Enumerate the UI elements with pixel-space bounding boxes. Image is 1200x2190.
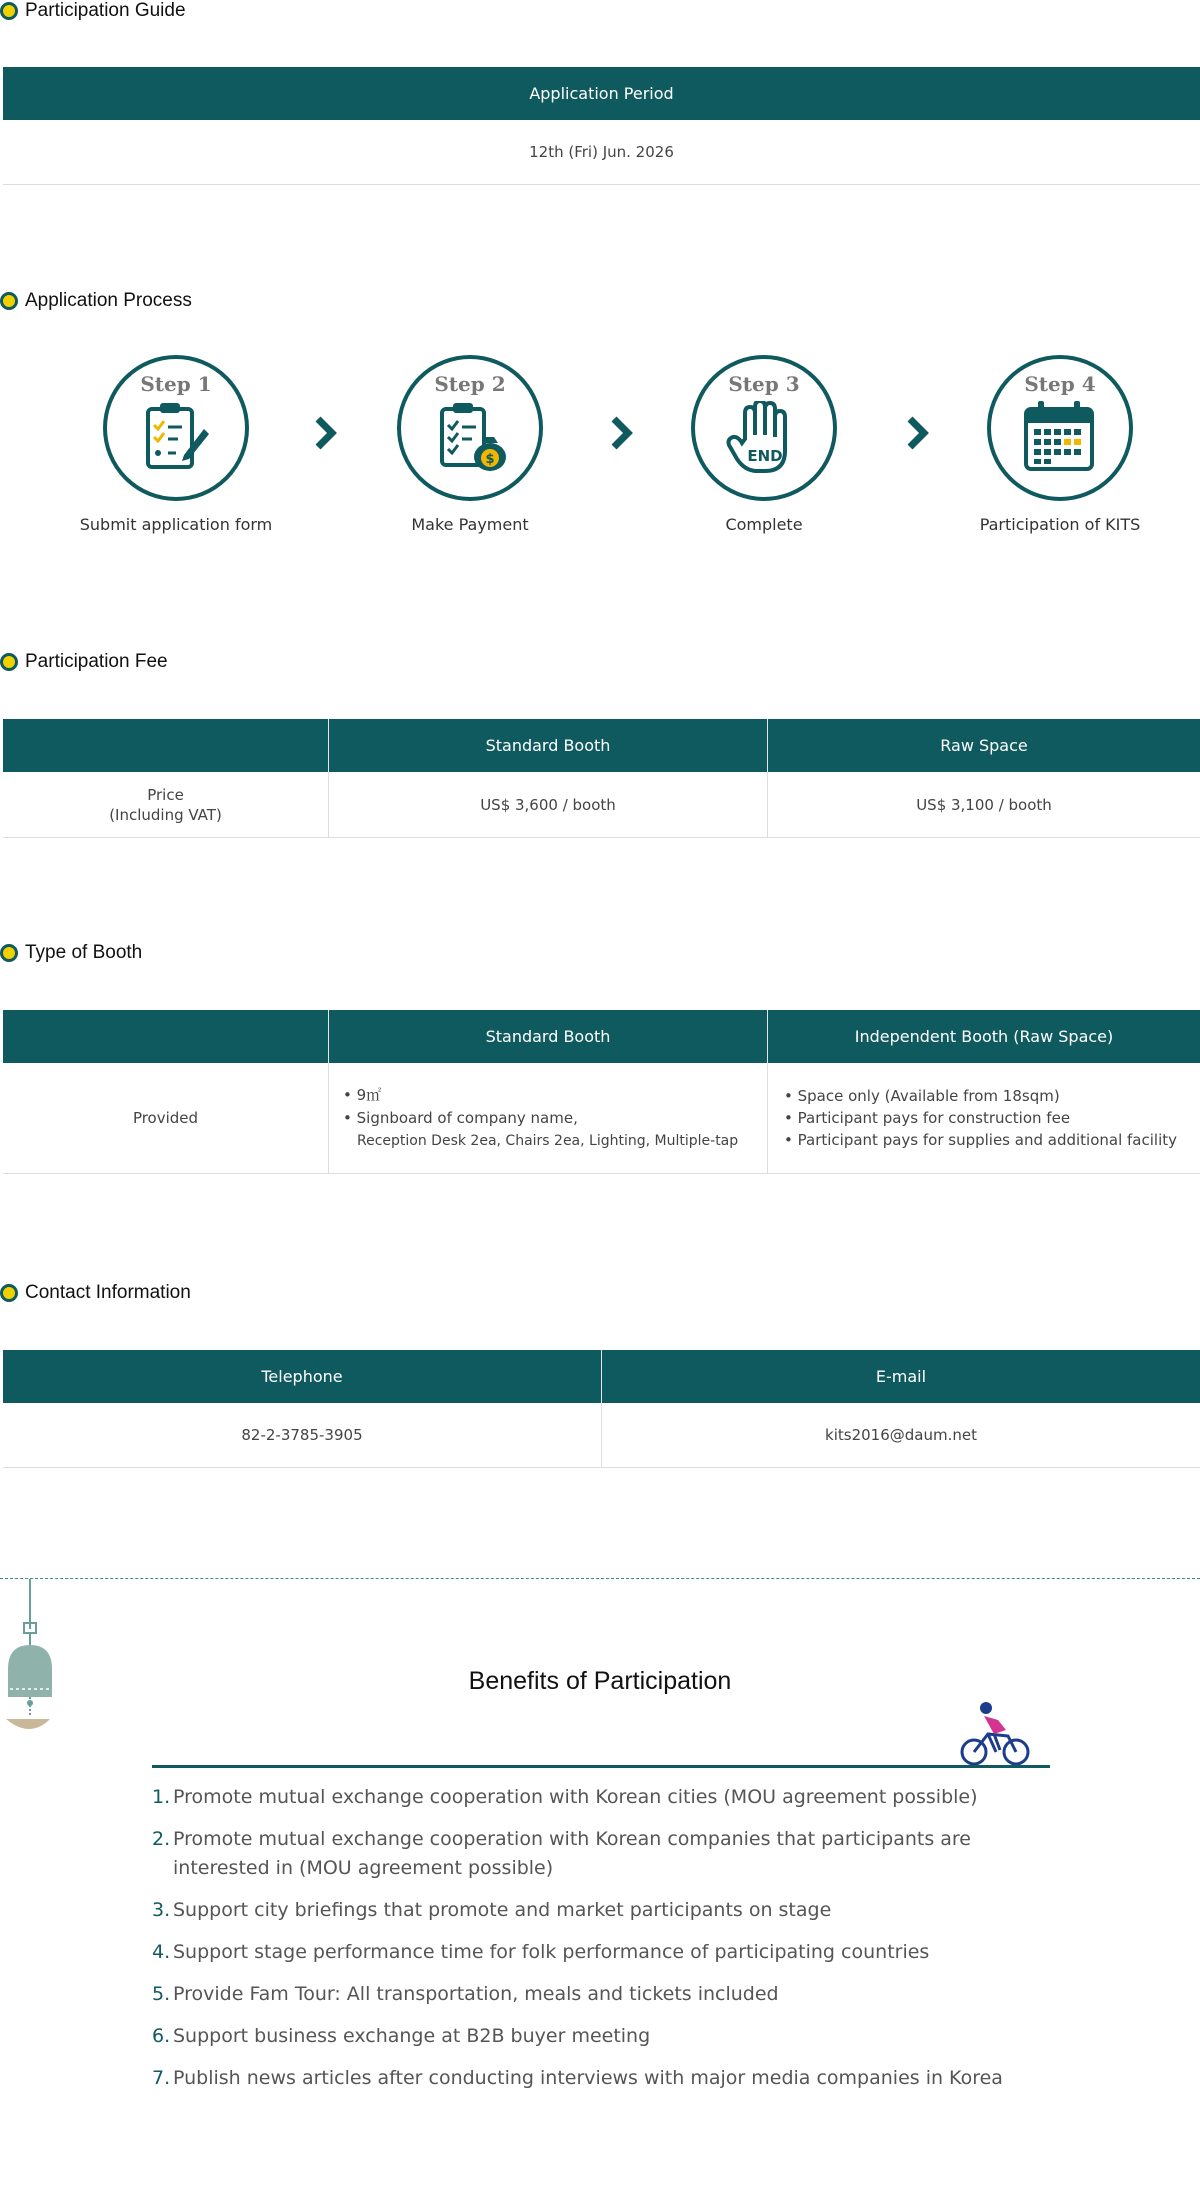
bell-ornament-icon bbox=[4, 1579, 54, 1739]
step-caption: Participation of KITS bbox=[979, 515, 1141, 534]
contact-email[interactable]: kits2016@daum.net bbox=[602, 1403, 1200, 1468]
booth-header-blank bbox=[3, 1010, 329, 1063]
booth-raw-item: • Participant pays for construction fee bbox=[784, 1109, 1071, 1127]
fee-table bbox=[3, 719, 1200, 838]
fee-row-label-line1: Price bbox=[147, 785, 184, 804]
contact-telephone[interactable]: 82-2-3785-3905 bbox=[3, 1403, 602, 1468]
period-header: Application Period bbox=[3, 67, 1200, 120]
end-text: END bbox=[747, 447, 783, 465]
booth-raw-provided bbox=[768, 1063, 1200, 1174]
section-title-text: Application Process bbox=[25, 290, 192, 311]
step-label: Step 1 bbox=[140, 372, 212, 396]
benefit-text: Support business exchange at B2B buyer meeting bbox=[173, 2025, 651, 2047]
contact-header-telephone: Telephone bbox=[3, 1350, 602, 1403]
benefit-number: 5. bbox=[152, 1983, 171, 2005]
section-title-text: Participation Fee bbox=[25, 651, 168, 672]
fee-row-label bbox=[3, 772, 329, 838]
fee-header-blank bbox=[3, 719, 329, 772]
benefit-number: 6. bbox=[152, 2025, 171, 2047]
section-title-text: Participation Guide bbox=[25, 0, 186, 21]
chevron-right-icon bbox=[906, 415, 930, 451]
process-steps bbox=[0, 355, 1200, 555]
step-label: Step 2 bbox=[434, 372, 506, 396]
benefit-number: 1. bbox=[152, 1786, 171, 1808]
step-label: Step 3 bbox=[728, 372, 800, 396]
step-3 bbox=[654, 355, 874, 534]
fee-standard-price: US$ 3,600 / booth bbox=[329, 772, 768, 838]
benefit-text: Promote mutual exchange cooperation with Korean companies that participants are interested in (MOU agreement possible) bbox=[173, 1828, 971, 1879]
benefit-text: Provide Fam Tour: All transportation, meals and tickets included bbox=[173, 1983, 779, 2005]
step-4 bbox=[950, 355, 1170, 534]
benefit-text: Promote mutual exchange cooperation with Korean cities (MOU agreement possible) bbox=[173, 1786, 978, 1808]
booth-table bbox=[3, 1010, 1200, 1174]
step-circle bbox=[103, 355, 249, 501]
cyclist-icon bbox=[960, 1700, 1032, 1768]
clipboard-money-icon bbox=[438, 401, 508, 473]
step-caption: Submit application form bbox=[79, 515, 273, 534]
step-caption: Complete bbox=[725, 515, 803, 534]
chevron-right-icon bbox=[314, 415, 338, 451]
benefits-title: Benefits of Participation bbox=[468, 1667, 732, 1695]
booth-raw-item: • Participant pays for supplies and additional facility bbox=[784, 1131, 1177, 1149]
section-title-guide bbox=[0, 0, 186, 22]
benefit-number: 7. bbox=[152, 2067, 171, 2089]
fee-row-label-line2: (Including VAT) bbox=[109, 805, 222, 824]
step-circle bbox=[987, 355, 1133, 501]
booth-raw-item: • Space only (Available from 18sqm) bbox=[784, 1087, 1060, 1105]
booth-standard-provided bbox=[329, 1063, 768, 1174]
booth-standard-item: • 9㎡ bbox=[343, 1085, 382, 1104]
benefit-item bbox=[152, 1783, 1052, 1812]
benefit-item bbox=[152, 2064, 1052, 2093]
benefit-number: 4. bbox=[152, 1941, 171, 1963]
booth-standard-sub: Reception Desk 2ea, Chairs 2ea, Lighting, Multiple-tap bbox=[357, 1132, 739, 1149]
step-circle bbox=[691, 355, 837, 501]
section-title-contact bbox=[0, 1282, 191, 1304]
benefit-text: Publish news articles after conducting interviews with major media companies in Korea bbox=[173, 2067, 1003, 2089]
step-circle bbox=[397, 355, 543, 501]
booth-standard-item: • Signboard of company name, bbox=[343, 1108, 578, 1127]
clipboard-pen-icon bbox=[144, 401, 210, 471]
benefit-item bbox=[152, 1825, 1052, 1883]
section-bullet-icon bbox=[0, 292, 18, 310]
svg-text:$: $ bbox=[485, 452, 495, 467]
calendar-icon bbox=[1024, 401, 1094, 471]
section-title-process bbox=[0, 290, 192, 312]
section-bullet-icon bbox=[0, 653, 18, 671]
section-title-booth bbox=[0, 942, 142, 964]
benefit-number: 3. bbox=[152, 1899, 171, 1921]
fee-header-raw: Raw Space bbox=[768, 719, 1200, 772]
benefit-item bbox=[152, 1980, 1052, 2009]
step-2 bbox=[360, 355, 580, 534]
section-title-fee bbox=[0, 651, 168, 673]
contact-header-email: E-mail bbox=[602, 1350, 1200, 1403]
application-period-table bbox=[3, 67, 1200, 185]
section-bullet-icon bbox=[0, 944, 18, 962]
dashed-divider bbox=[0, 1578, 1200, 1579]
benefit-item bbox=[152, 1896, 1052, 1925]
section-title-text: Contact Information bbox=[25, 1282, 191, 1303]
section-title-text: Type of Booth bbox=[25, 942, 143, 963]
step-label: Step 4 bbox=[1024, 372, 1096, 396]
benefits-underline bbox=[152, 1765, 1050, 1768]
benefits-list bbox=[152, 1783, 1052, 2106]
contact-table bbox=[3, 1350, 1200, 1468]
benefit-item bbox=[152, 2022, 1052, 2051]
benefit-text: Support stage performance time for folk performance of participating countries bbox=[173, 1941, 930, 1963]
fee-raw-price: US$ 3,100 / booth bbox=[768, 772, 1200, 838]
booth-header-raw: Independent Booth (Raw Space) bbox=[768, 1010, 1200, 1063]
step-caption: Make Payment bbox=[411, 515, 529, 534]
period-value: 12th (Fri) Jun. 2026 bbox=[3, 120, 1200, 185]
benefit-item bbox=[152, 1938, 1052, 1967]
step-1 bbox=[66, 355, 286, 534]
hand-end-icon bbox=[725, 401, 795, 475]
fee-header-standard: Standard Booth bbox=[329, 719, 768, 772]
benefit-number: 2. bbox=[152, 1828, 171, 1850]
section-bullet-icon bbox=[0, 2, 18, 20]
chevron-right-icon bbox=[610, 415, 634, 451]
section-bullet-icon bbox=[0, 1284, 18, 1302]
booth-row-label: Provided bbox=[3, 1063, 329, 1174]
benefit-text: Support city briefings that promote and market participants on stage bbox=[173, 1899, 832, 1921]
booth-header-standard: Standard Booth bbox=[329, 1010, 768, 1063]
